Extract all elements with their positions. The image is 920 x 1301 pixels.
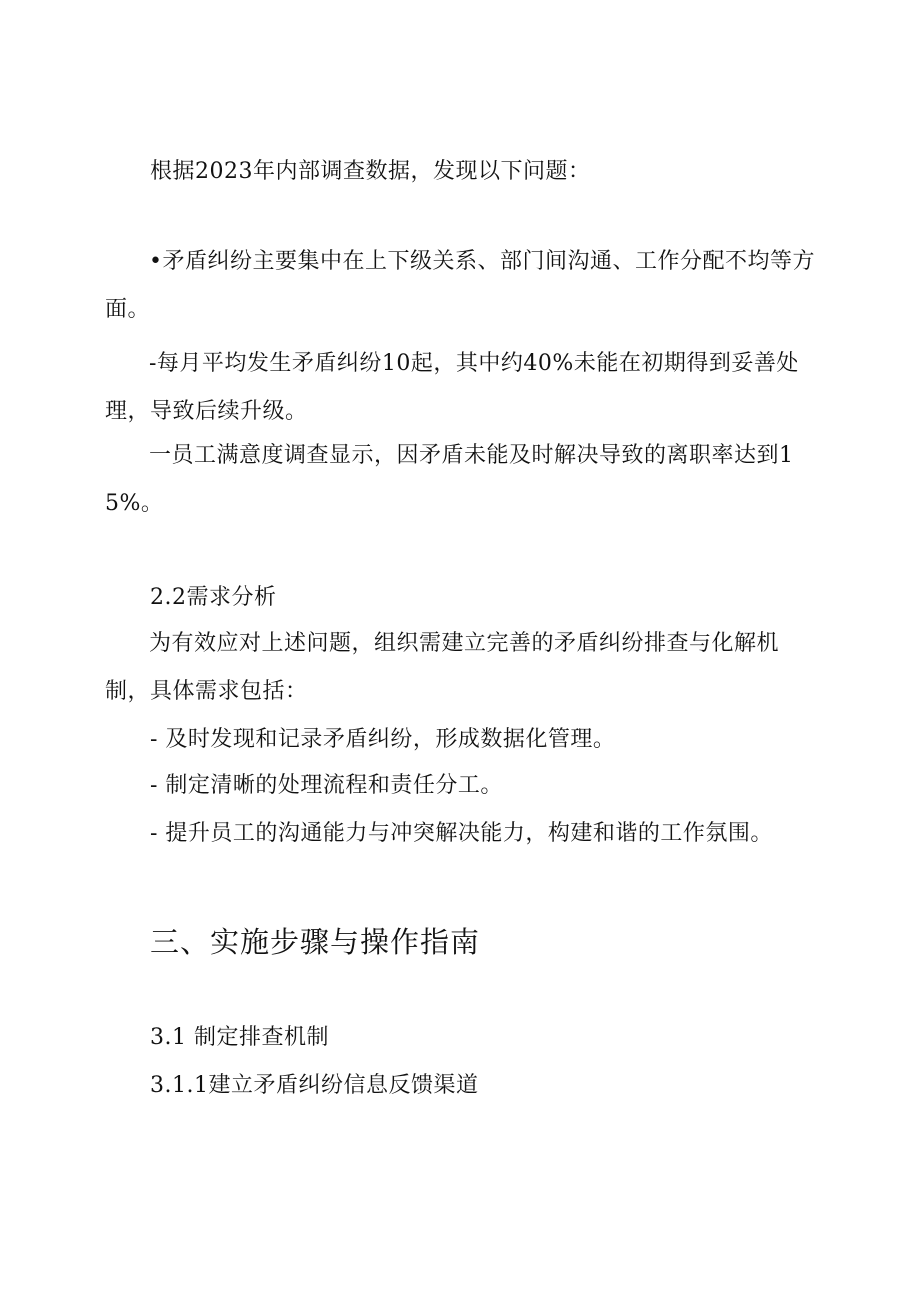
subsection-heading-3-1: 3.1 制定排查机制 — [150, 1025, 329, 1050]
bullet-item-3: 一员工满意度调查显示，因矛盾未能及时解决导致的离职率达到15%。 — [105, 443, 794, 516]
requirement-item-1: - 及时发现和记录矛盾纠纷，形成数据化管理。 — [150, 727, 616, 752]
section-heading-2-2: 2.2需求分析 — [150, 585, 277, 610]
requirement-item-2: - 制定清晰的处理流程和责任分工。 — [150, 773, 503, 798]
bullet-item-2: -每月平均发生矛盾纠纷10起，其中约40%未能在初期得到妥善处理，导致后续升级。 — [105, 351, 799, 424]
requirement-item-3: - 提升员工的沟通能力与冲突解决能力，构建和谐的工作氛围。 — [150, 821, 773, 846]
chapter-heading-3: 三、实施步骤与操作指南 — [150, 925, 481, 959]
subsection-heading-3-1-1: 3.1.1建立矛盾纠纷信息反馈渠道 — [150, 1073, 479, 1098]
intro-paragraph: 根据2023年内部调查数据，发现以下问题： — [150, 159, 591, 184]
bullet-item-1: •矛盾纠纷主要集中在上下级关系、部门间沟通、工作分配不均等方面。 — [105, 249, 815, 322]
section-2-2-paragraph: 为有效应对上述问题，组织需建立完善的矛盾纠纷排查与化解机制，具体需求包括： — [105, 631, 780, 704]
